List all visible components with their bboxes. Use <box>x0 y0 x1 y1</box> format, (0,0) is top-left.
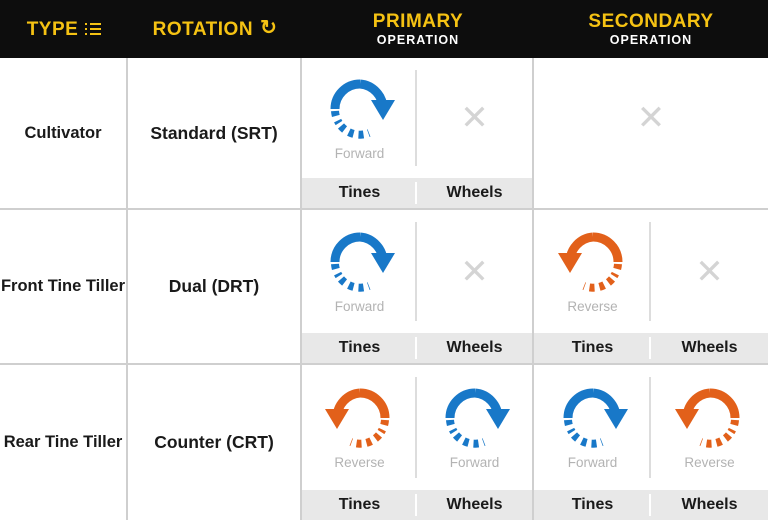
footer-label-tines: Tines <box>534 333 651 363</box>
direction-label: Forward <box>567 455 618 470</box>
cell-rotation: Standard (SRT) <box>128 58 302 208</box>
footer-label-wheels: Wheels <box>681 339 738 356</box>
secondary-footer <box>534 178 768 208</box>
direction-label: Forward <box>449 455 500 470</box>
cell-secondary-operation <box>534 58 768 208</box>
header-cell-primary <box>302 12 534 47</box>
cell-primary-operation <box>302 58 534 208</box>
table-body <box>0 58 768 520</box>
header-title-primary: PRIMARY <box>372 10 464 32</box>
secondary-wheels-cell <box>651 210 768 333</box>
direction-label: Reverse <box>334 455 385 470</box>
cell-primary-operation <box>302 365 534 520</box>
primary-wheels-cell <box>417 210 532 333</box>
cell-type: Cultivator <box>0 58 128 208</box>
rotation-icon: ↻ <box>260 17 278 39</box>
primary-footer <box>302 178 532 208</box>
secondary-icon-row <box>534 365 768 490</box>
footer-label-tines: Tines <box>302 178 417 208</box>
cross-mark-icon: ✕ <box>460 252 489 291</box>
primary-icon-row <box>302 210 532 333</box>
primary-icon-row <box>302 58 532 178</box>
cell-primary-operation <box>302 210 534 363</box>
footer-label-tines: Tines <box>534 490 651 520</box>
table-row <box>0 365 768 520</box>
cell-type: Front Tine Tiller <box>0 210 128 363</box>
reverse-rotation-arrow <box>557 229 629 295</box>
secondary-tines-cell <box>534 210 651 333</box>
secondary-footer <box>534 333 768 363</box>
cross-mark-icon: ✕ <box>695 252 724 291</box>
header-sub-secondary: OPERATION <box>609 32 693 47</box>
direction-label: Forward <box>334 299 385 314</box>
cell-type: Rear Tine Tiller <box>0 365 128 520</box>
secondary-tines-cell <box>534 365 651 490</box>
cross-mark-icon: ✕ <box>636 99 666 137</box>
primary-tines-cell <box>302 365 417 490</box>
secondary-wheels-cell <box>651 365 768 490</box>
cell-secondary-operation <box>534 210 768 363</box>
direction-label: Reverse <box>684 455 735 470</box>
footer-label-tines: Tines <box>302 333 417 363</box>
primary-footer <box>302 333 532 363</box>
forward-rotation-arrow <box>324 76 396 142</box>
header-label-rotation: ROTATION <box>152 18 254 40</box>
direction-label: Reverse <box>567 299 618 314</box>
header-cell-secondary <box>534 12 768 47</box>
reverse-rotation-arrow <box>674 385 746 451</box>
reverse-rotation-arrow <box>324 385 396 451</box>
footer-label-wheels: Wheels <box>681 496 738 513</box>
header-title-secondary: SECONDARY <box>588 10 714 32</box>
primary-icon-row <box>302 365 532 490</box>
forward-rotation-arrow <box>439 385 511 451</box>
primary-wheels-cell <box>417 365 532 490</box>
header-label-type: TYPE <box>26 18 79 40</box>
header-cell-type <box>0 20 128 39</box>
secondary-footer <box>534 490 768 520</box>
list-icon <box>85 23 101 36</box>
header-title-rotation <box>153 19 278 39</box>
primary-tines-cell <box>302 210 417 333</box>
secondary-empty-cell <box>534 58 768 178</box>
header-sub-primary: OPERATION <box>376 32 460 47</box>
table-row <box>0 210 768 365</box>
footer-label-wheels: Wheels <box>446 339 503 356</box>
secondary-icon-row <box>534 58 768 178</box>
cell-rotation: Counter (CRT) <box>128 365 302 520</box>
primary-wheels-cell <box>417 58 532 178</box>
header-cell-rotation <box>128 19 302 39</box>
table-header-row <box>0 0 768 58</box>
cell-rotation: Dual (DRT) <box>128 210 302 363</box>
primary-footer <box>302 490 532 520</box>
direction-label: Forward <box>334 145 385 161</box>
secondary-icon-row <box>534 210 768 333</box>
table-row <box>0 58 768 210</box>
footer-label-wheels: Wheels <box>446 184 503 201</box>
footer-label-wheels: Wheels <box>446 496 503 513</box>
forward-rotation-arrow <box>324 229 396 295</box>
cell-secondary-operation <box>534 365 768 520</box>
forward-rotation-arrow <box>557 385 629 451</box>
cross-mark-icon: ✕ <box>460 99 489 137</box>
primary-tines-cell <box>302 58 417 178</box>
header-title-type <box>27 20 102 39</box>
footer-label-tines: Tines <box>302 490 417 520</box>
